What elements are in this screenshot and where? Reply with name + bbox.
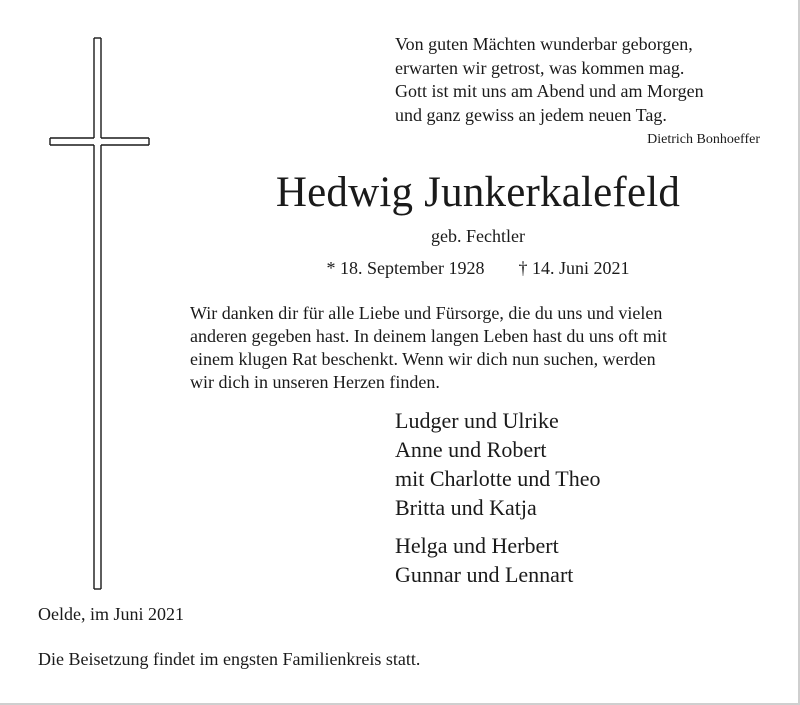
birth-date: * 18. September 1928 [326, 258, 485, 278]
poem [395, 33, 704, 127]
poem-line: und ganz gewiss an jedem neuen Tag. [395, 104, 667, 125]
deceased-name: Hedwig Junkerkalefeld [275, 169, 681, 216]
mourner-line: mit Charlotte und Theo [395, 466, 601, 491]
poem-line: erwarten wir getrost, was kommen mag. [395, 57, 685, 78]
mourner-group [395, 531, 601, 589]
poem-author: Dietrich Bonhoeffer [647, 132, 760, 147]
maiden-name: geb. Fechtler [431, 226, 525, 246]
mourner-group [395, 406, 601, 522]
mourner-line: Britta und Katja [395, 495, 537, 520]
mourner-line: Helga und Herbert [395, 533, 559, 558]
burial-notice: Die Beisetzung findet im engsten Familienkreis statt. [38, 649, 421, 669]
tribute-text [190, 302, 667, 394]
poem-line: Gott ist mit uns am Abend und am Morgen [395, 81, 704, 101]
tribute-line: Wir danken dir für alle Liebe und Fürsorge, die du uns und vielen [190, 303, 663, 323]
mourner-line: Ludger und Ulrike [395, 408, 559, 433]
tribute-line: einem klugen Rat beschenkt. Wenn wir dich nun suchen, werden [190, 349, 656, 369]
place-date: Oelde, im Juni 2021 [38, 604, 184, 624]
tribute-line: anderen gegeben hast. In deinem langen Leben hast du uns oft mit [190, 326, 667, 346]
tribute-line: wir dich in unseren Herzen finden. [190, 372, 440, 392]
life-dates [160, 258, 796, 279]
mourner-line: Anne und Robert [395, 437, 547, 462]
poem-line: Von guten Mächten wunderbar geborgen, [395, 34, 693, 54]
outline-cross-icon [0, 0, 160, 600]
death-date: † 14. Juni 2021 [518, 258, 630, 278]
mourner-line: Gunnar und Lennart [395, 562, 574, 587]
mourners-list [395, 406, 601, 589]
